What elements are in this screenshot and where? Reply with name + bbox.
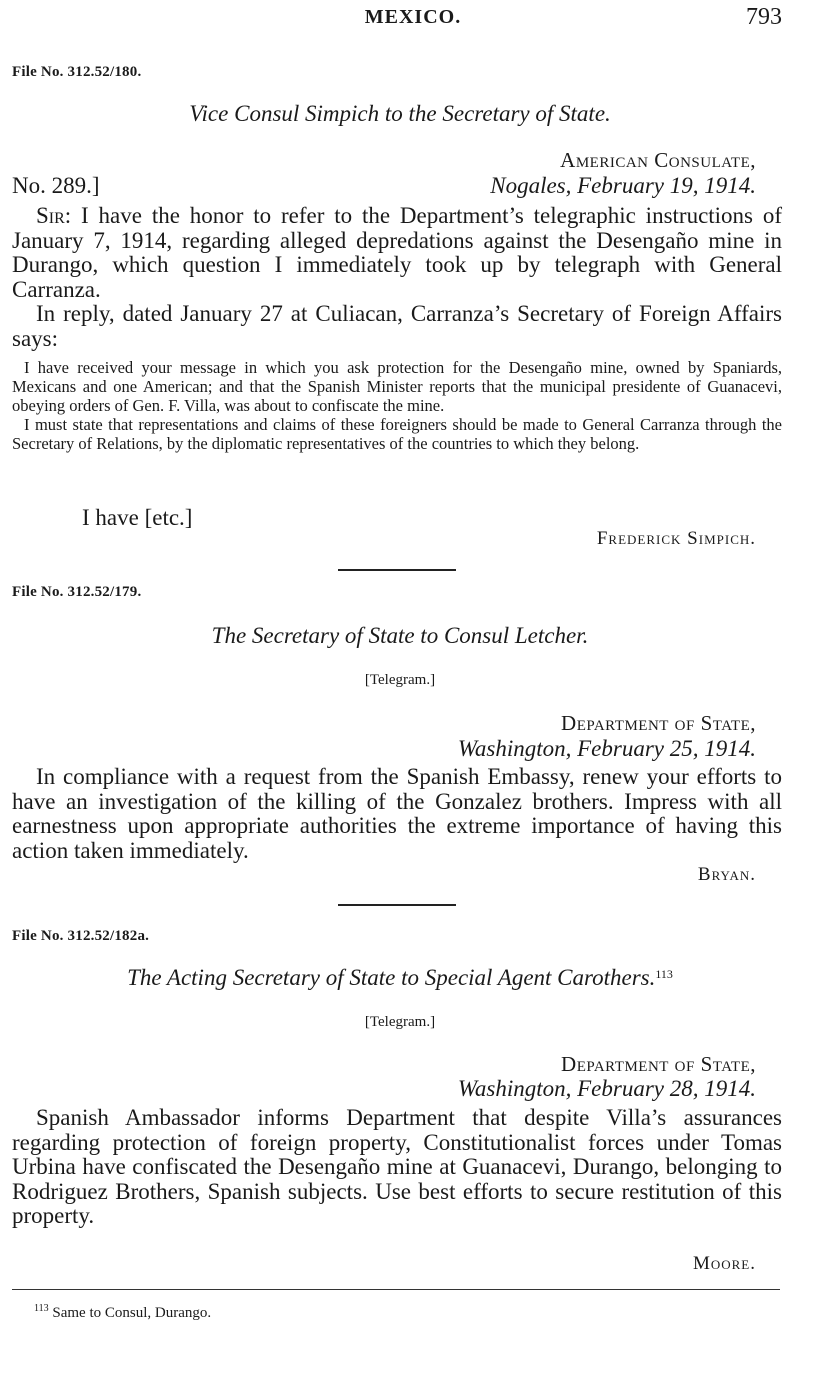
footnote-mark: 113 — [34, 1303, 49, 1314]
footnote-reference: 113 — [655, 967, 673, 981]
signature: Moore. — [692, 1253, 756, 1274]
telegram-body — [12, 1106, 782, 1229]
page-number: 793 — [746, 4, 782, 30]
document-title: The Acting Secretary of State to Special Agent Carothers.$^{113}$ — [127, 965, 673, 990]
footnote-rule — [12, 1289, 780, 1290]
signature: Frederick Simpich. — [596, 528, 756, 549]
dateline: Washington, February 25, 1914. — [457, 736, 756, 761]
quote-paragraph: I have received your message in which you ask protection for the Desengaño mine, owned by Spaniards, Mexicans and one American; and that the Spanish Minister reports that the municipal presidente of Guanacevi, obeying orders of Gen. F. Villa, was about to confiscate the mine. — [12, 358, 782, 415]
file-number: File No. 312.52/182a. — [12, 928, 150, 944]
body-paragraph: Sir: I have the honor to refer to the Department’s telegraphic instructions of January 7, 1914, regarding alleged depredations against the Desengaño mine in Durango, which question I immediately took up by telegraph with General Carranza. — [12, 203, 783, 302]
signature: Bryan. — [697, 864, 756, 885]
body-paragraph: In reply, dated January 27 at Culiacan, Carranza’s Secretary of Foreign Affairs says: — [12, 301, 782, 351]
footnote-text: Same to Consul, Durango. — [52, 1305, 212, 1321]
section-separator — [338, 569, 456, 571]
quote-paragraph: I must state that representations and claims of these foreigners should be made to General Carranza through the Secretary of Relations, by the diplomatic representatives of the countries to which they belong. — [12, 415, 782, 453]
body-paragraph: In compliance with a request from the Spanish Embassy, renew your efforts to have an investigation of the killing of the Gonzalez brothers. Impress with all earnestness upon appropriate authorities the extreme importance of having this action taken immediately. — [12, 764, 782, 863]
telegram-body — [12, 765, 782, 863]
quoted-reply — [12, 358, 782, 453]
telegram-note: [Telegram.] — [364, 672, 436, 688]
dispatch-number: No. 289.] — [12, 173, 100, 198]
running-head: MEXICO. — [364, 6, 462, 28]
closing: I have [etc.] — [82, 505, 193, 530]
letter-body — [12, 204, 782, 351]
body-paragraph: Spanish Ambassador informs Department that despite Villa’s assurances regarding protection of foreign property, Constitutionalist forces under Tomas Urbina have confiscated the Desengaño mine at Guanacevi, Durango, belonging to Rodriguez Brothers, Spanish subjects. Use best efforts to secure restitution of this property. — [12, 1105, 782, 1228]
footnote — [34, 1303, 211, 1322]
office-heading: Department of State, — [561, 1052, 756, 1076]
office-heading: American Consulate, — [560, 148, 756, 172]
file-number: File No. 312.52/179. — [12, 584, 142, 600]
salutation: Sir: — [36, 203, 72, 228]
dateline: Nogales, February 19, 1914. — [490, 173, 756, 198]
document-title: The Secretary of State to Consul Letcher. — [211, 623, 589, 648]
telegram-note: [Telegram.] — [364, 1014, 436, 1030]
section-separator — [338, 904, 456, 906]
office-heading: Department of State, — [561, 711, 756, 735]
document-title: Vice Consul Simpich to the Secretary of State. — [189, 101, 611, 126]
file-number: File No. 312.52/180. — [12, 64, 142, 80]
dateline: Washington, February 28, 1914. — [457, 1076, 756, 1101]
